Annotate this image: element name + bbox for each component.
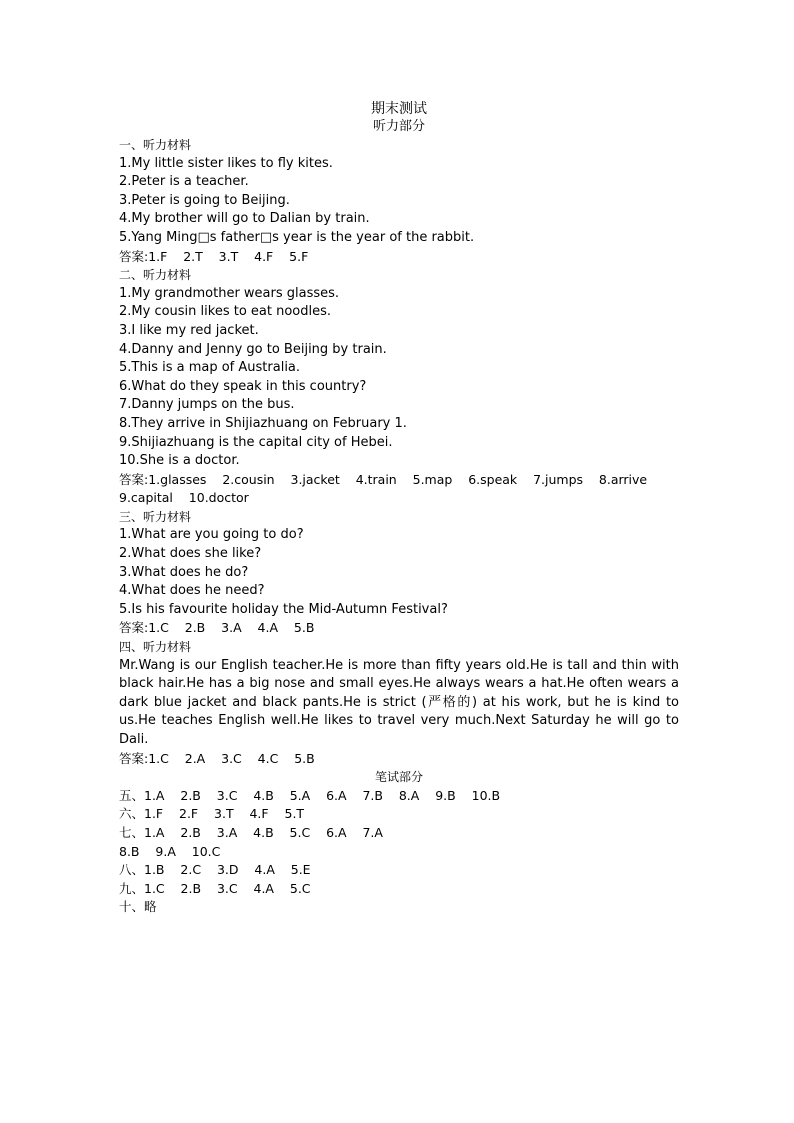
written-answer-8: 八、1.B 2.C 3.D 4.A 5.E <box>119 862 311 878</box>
list-item: 4.What does he need? <box>119 583 265 599</box>
list-item: 9.Shijiazhuang is the capital city of Hebei. <box>119 434 393 450</box>
answer-key-page <box>119 100 679 917</box>
list-item: 1.My little sister likes to fly kites. <box>119 155 333 171</box>
listening-part-title: 听力部分 <box>372 119 425 134</box>
list-item: 6.What do they speak in this country? <box>119 378 367 394</box>
written-answer-5: 五、1.A 2.B 3.C 4.B 5.A 6.A 7.B 8.A 9.B 10.B <box>119 787 501 803</box>
written-answer-9: 九、1.C 2.B 3.C 4.A 5.C <box>119 880 311 896</box>
written-answer-7: 七、1.A 2.B 3.A 4.B 5.C 6.A 7.A <box>119 824 383 840</box>
list-item: 2.What does she like? <box>119 546 262 562</box>
written-part-title: 笔试部分 <box>374 770 423 785</box>
list-item: 5.Yang Ming□s father□s year is the year of the rabbit. <box>119 229 475 245</box>
section-2-answer: 答案:1.glasses 2.cousin 3.jacket 4.train 5.map 6.speak 7.jumps 8.arrive <box>119 471 648 487</box>
list-item: 4.Danny and Jenny go to Beijing by train. <box>119 341 387 357</box>
written-answer-6: 六、1.F 2.F 3.T 4.F 5.T <box>119 806 305 822</box>
list-item: 4.My brother will go to Dalian by train. <box>119 211 370 227</box>
section-2-heading: 二、听力材料 <box>119 268 192 283</box>
section-4-paragraph: Mr.Wang is our English teacher.He is more than fifty years old.He is tall and thin with black hair.He has a big nose and small eyes.He always wears a hat.He often wears a dark blue jacket and black pants.He is strict (严格的) at his work, but he is kind to us.He teaches English well.He likes to travel very much.Next Saturday he will go to Dali. <box>119 657 679 747</box>
list-item: 5.Is his favourite holiday the Mid-Autumn Festival? <box>119 601 448 617</box>
list-item: 7.Danny jumps on the bus. <box>119 397 295 413</box>
written-answer-7-continued: 8.B 9.A 10.C <box>119 843 221 859</box>
list-item: 2.My cousin likes to eat noodles. <box>119 304 332 320</box>
section-4-answer: 答案:1.C 2.A 3.C 4.C 5.B <box>119 750 315 766</box>
list-item: 1.What are you going to do? <box>119 527 304 543</box>
section-1-answer: 答案:1.F 2.T 3.T 4.F 5.F <box>119 248 309 264</box>
list-item: 3.I like my red jacket. <box>119 322 259 338</box>
section-3-heading: 三、听力材料 <box>119 509 192 524</box>
list-item: 1.My grandmother wears glasses. <box>119 285 340 301</box>
section-3-answer: 答案:1.C 2.B 3.A 4.A 5.B <box>119 620 315 636</box>
written-answer-10: 十、略 <box>119 899 157 915</box>
page-title: 期末测试 <box>371 101 427 117</box>
list-item: 3.What does he do? <box>119 564 249 580</box>
list-item: 5.This is a map of Australia. <box>119 360 301 376</box>
section-2-answer-continued: 9.capital 10.doctor <box>119 490 249 506</box>
section-1-heading: 一、听力材料 <box>119 138 192 152</box>
list-item: 2.Peter is a teacher. <box>119 174 249 190</box>
list-item: 8.They arrive in Shijiazhuang on February 1. <box>119 415 407 431</box>
section-4-heading: 四、听力材料 <box>119 640 192 655</box>
list-item: 10.She is a doctor. <box>119 453 240 469</box>
list-item: 3.Peter is going to Beijing. <box>119 192 290 208</box>
